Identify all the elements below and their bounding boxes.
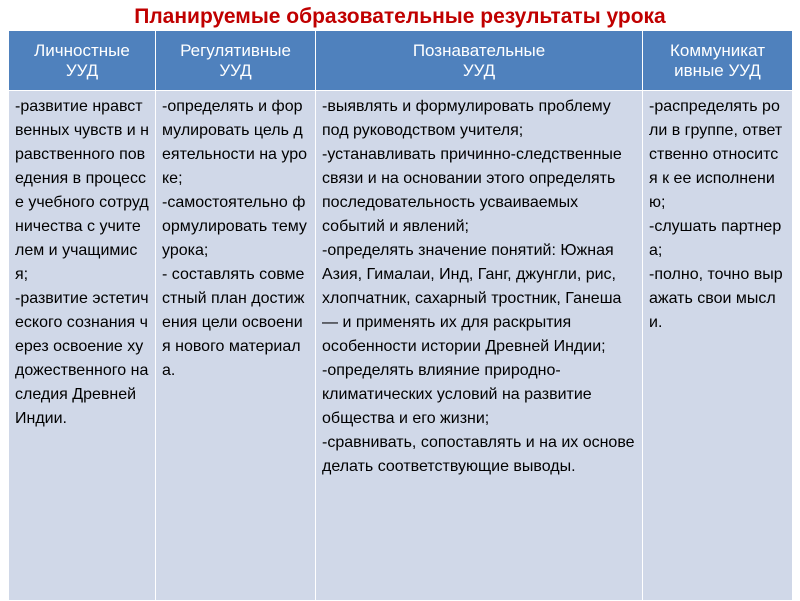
cell-regulatory-uud: -определять и формулировать цель деятельности на уроке; -самостоятельно формулировать тему урока; - составлять совместный план достижения цели освоения нового материала. (156, 91, 316, 601)
header-cognitive-uud: Познавательные УУД (316, 31, 643, 91)
header-regulatory-uud: Регулятивные УУД (156, 31, 316, 91)
cell-communicative-uud: -распределять роли в группе, ответственно относится к ее исполнению; -слушать партнера; -полно, точно выражать свои мысли. (643, 91, 793, 601)
page-title: Планируемые образовательные результаты урока (134, 5, 666, 28)
table-header-row (9, 31, 793, 91)
table-row (9, 91, 793, 601)
results-table (8, 30, 793, 601)
cell-personal-uud: -развитие нравственных чувств и нравственного поведения в процессе учебного сотрудничества с учителем и учащимися; -развитие эстетического сознания через освоение художественного наследия Древней Индии. (9, 91, 156, 601)
cell-cognitive-uud: -выявлять и формулировать проблему под руководством учителя; -устанавливать причинно-следственные связи и на основании этого определять последовательность усваиваемых событий и явлений; -определять значение понятий: Южная Азия, Гималаи, Инд, Ганг, джунгли, рис, хлопчатник, сахарный тростник, Ганеша— и применять их для раскрытия особенности истории Древней Индии; -определять влияние природно-климатических условий на развитие общества и его жизни; -сравнивать, сопоставлять и на их основе делать соответствующие выводы. (316, 91, 643, 601)
header-communicative-uud: Коммуникат ивные УУД (643, 31, 793, 91)
header-personal-uud: Личностные УУД (9, 31, 156, 91)
